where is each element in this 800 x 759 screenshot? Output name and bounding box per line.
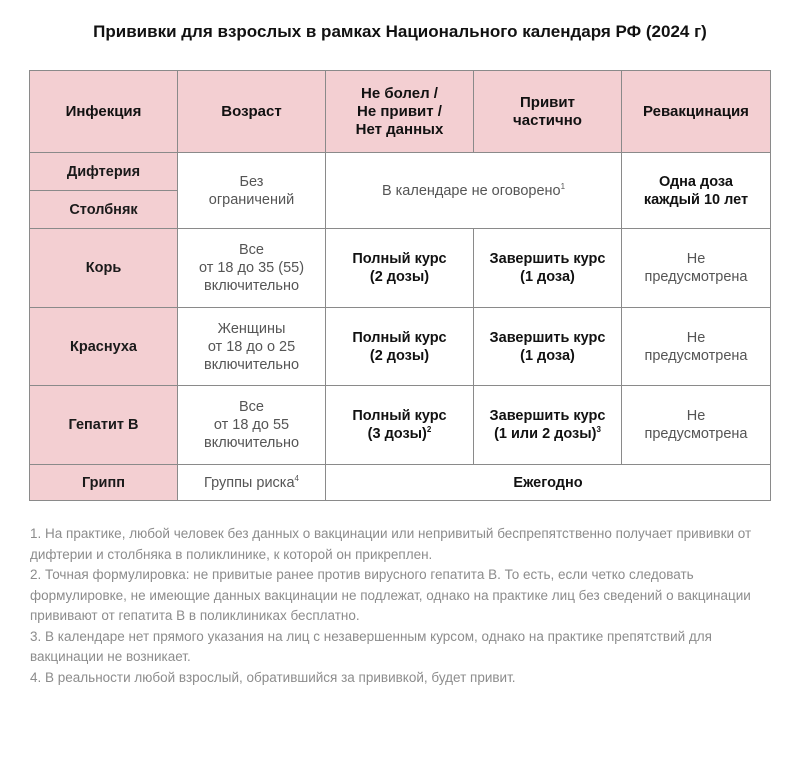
revaccination-rubella-line2: предусмотрена (644, 347, 748, 364)
revaccination-diphtheria (622, 153, 771, 229)
not-vaccinated-measles-line2: (2 дозы) (369, 269, 430, 285)
infection-diphtheria: Дифтерия (30, 153, 178, 191)
partial-hepatitis-b (474, 386, 622, 465)
age-rubella-line2: от 18 до о 25 (207, 338, 296, 355)
infection-hepatitis-b: Гепатит В (30, 386, 178, 465)
footnotes (30, 524, 772, 688)
not-vaccinated-hepatitis-b (326, 386, 474, 465)
revaccination-diphtheria-line1: Одна доза (659, 173, 733, 190)
revaccination-measles-line2: предусмотрена (644, 269, 748, 285)
infection-flu: Грипп (30, 465, 178, 501)
partial-hepatitis-b-line2: (1 или 2 дозы) (494, 426, 597, 442)
header-not-vaccinated-line3: Нет данных (355, 120, 444, 138)
header-infection: Инфекция (30, 71, 178, 153)
not-vaccinated-diphtheria (326, 153, 622, 229)
table-row (30, 465, 771, 501)
header-partial-line2: частично (513, 111, 582, 129)
footnote-ref-2: 2 (426, 425, 432, 435)
age-hepatitis-b-line3: включительно (203, 435, 300, 451)
footnote-ref-1: 1 (560, 181, 566, 191)
header-partial-line1: Привит (520, 93, 575, 111)
age-flu-text: Группы риска (204, 474, 295, 491)
age-hepatitis-b-line2: от 18 до 55 (213, 417, 290, 433)
table-row (30, 229, 771, 308)
infection-measles: Корь (30, 229, 178, 308)
revaccination-rubella (622, 308, 771, 386)
revaccination-hepatitis-b (622, 386, 771, 465)
footnote-4: 4. В реальности любой взрослый, обратившийся за прививкой, будет привит. (30, 669, 516, 685)
partial-rubella-line2: (1 доза) (520, 347, 575, 364)
not-vaccinated-measles (326, 229, 474, 308)
age-measles-line2: от 18 до 35 (55) (198, 260, 305, 276)
partial-measles-line1: Завершить курс (489, 251, 606, 267)
footnote-ref-3: 3 (596, 425, 601, 435)
not-vaccinated-hepatitis-b-line2: (3 дозы) (367, 426, 427, 442)
infection-tetanus: Столбняк (30, 191, 178, 229)
age-hepatitis-b (178, 386, 326, 465)
header-partial (474, 71, 622, 153)
revaccination-rubella-line1: Не (686, 329, 706, 346)
age-measles-line1: Все (239, 242, 264, 258)
partial-measles (474, 229, 622, 308)
age-diphtheria (178, 153, 326, 229)
partial-rubella-line1: Завершить курс (489, 329, 606, 346)
table-header-row (30, 71, 771, 153)
partial-rubella (474, 308, 622, 386)
age-rubella-line1: Женщины (217, 320, 286, 337)
partial-measles-line2: (1 доза) (520, 269, 575, 285)
age-measles-line3: включительно (203, 278, 300, 294)
age-rubella (178, 308, 326, 386)
header-revaccination: Ревакцинация (622, 71, 771, 153)
not-vaccinated-rubella-line2: (2 дозы) (369, 347, 430, 364)
age-diphtheria-line2: ограничений (208, 191, 295, 208)
footnote-1: 1. На практике, любой человек без данных о вакцинации или непривитый беспрепятственно получает прививки от дифтерии и столбняка в поликлинике, к которой он прикреплен. (30, 526, 752, 562)
schedule-flu: Ежегодно (326, 465, 771, 501)
footnote-ref-4: 4 (294, 473, 299, 483)
age-rubella-line3: включительно (203, 356, 300, 373)
header-not-vaccinated (326, 71, 474, 153)
revaccination-hepatitis-b-line1: Не (686, 408, 706, 424)
not-vaccinated-rubella (326, 308, 474, 386)
header-not-vaccinated-line2: Не привит / (357, 102, 442, 120)
age-diphtheria-line1: Без (239, 173, 264, 190)
revaccination-measles (622, 229, 771, 308)
revaccination-measles-line1: Не (686, 251, 706, 267)
age-measles (178, 229, 326, 308)
age-flu (178, 465, 326, 501)
not-vaccinated-rubella-line1: Полный курс (352, 329, 447, 346)
age-hepatitis-b-line1: Все (239, 399, 264, 415)
header-age: Возраст (178, 71, 326, 153)
not-vaccinated-hepatitis-b-line1: Полный курс (352, 408, 447, 424)
footnote-2: 2. Точная формулировка: не привитые ранее против вирусного гепатита В. То есть, если четко следовать формулировке, не имеющие данных вакцинации не подлежат, однако на практике лиц без сведений о вакцинации прививают от гепатита В в поликлиниках бесплатно. (30, 567, 751, 623)
revaccination-hepatitis-b-line2: предусмотрена (644, 426, 748, 442)
not-vaccinated-diphtheria-text: В календаре не оговорено (381, 182, 561, 199)
page-title: Прививки для взрослых в рамках Национального календаря РФ (2024 г) (93, 22, 707, 41)
infection-rubella: Краснуха (30, 308, 178, 386)
header-not-vaccinated-line1: Не болел / (361, 84, 438, 102)
not-vaccinated-measles-line1: Полный курс (352, 251, 447, 267)
table-row (30, 308, 771, 386)
vaccination-table (29, 70, 771, 501)
table-row (30, 153, 771, 191)
table-row (30, 386, 771, 465)
revaccination-diphtheria-line2: каждый 10 лет (643, 191, 749, 208)
footnote-3: 3. В календаре нет прямого указания на лиц с незавершенным курсом, однако на практике препятствий для вакцинации не возникает. (30, 628, 712, 664)
partial-hepatitis-b-line1: Завершить курс (489, 408, 606, 424)
